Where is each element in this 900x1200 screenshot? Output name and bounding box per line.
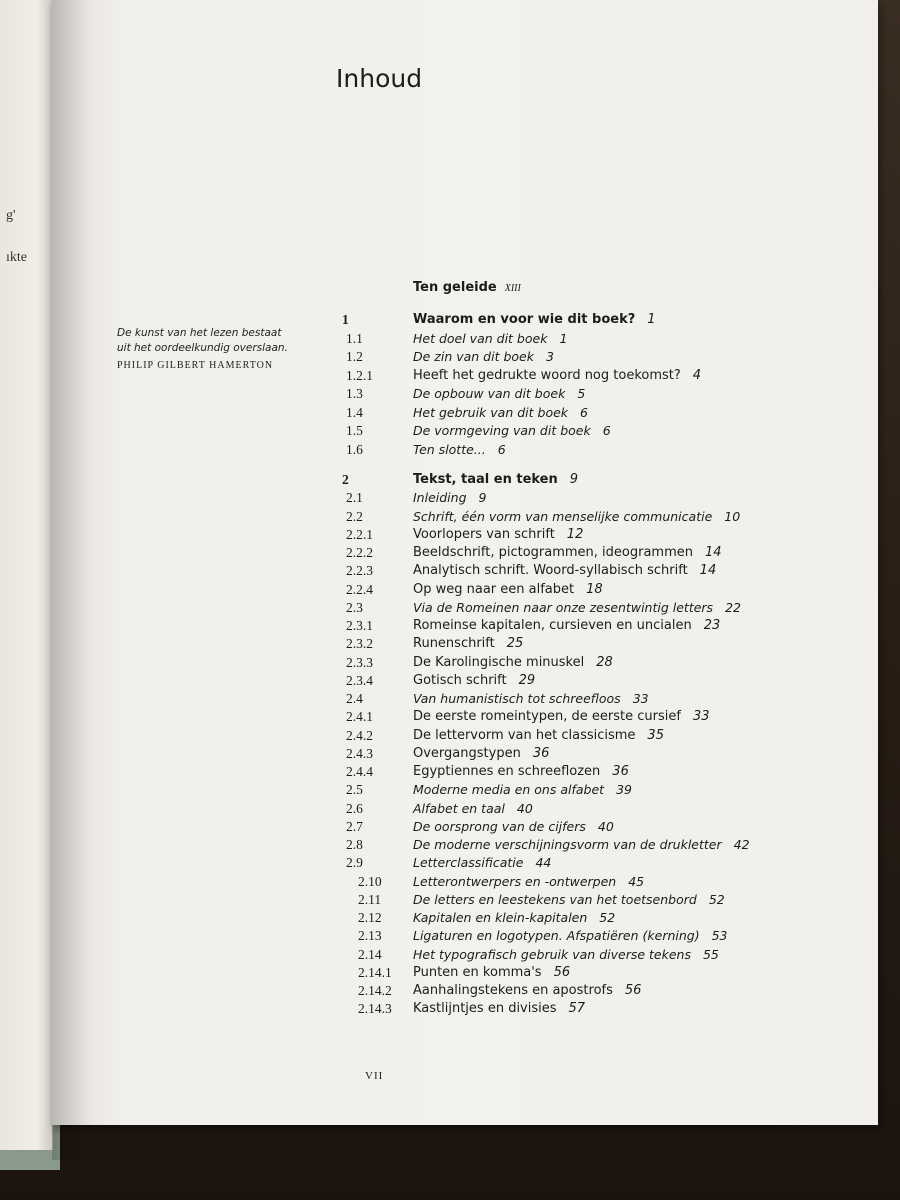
toc-entry-number: 2.4.4	[346, 764, 373, 779]
toc-entry-number: 2.7	[346, 818, 363, 834]
toc-entry-number: 2.14	[358, 946, 382, 962]
toc-entry-title	[413, 582, 603, 597]
toc-entry-title-text: Heeft het gedrukte woord nog toekomst?	[413, 367, 681, 383]
toc-entry-number: 2.6	[346, 800, 363, 816]
toc-entry-page: 45	[628, 873, 645, 889]
toc-entry-title-text: De letters en leestekens van het toetsenbord	[413, 891, 697, 907]
toc-entry-title-text: Tekst, taal en teken	[413, 472, 558, 487]
toc-entry-page: 10	[724, 508, 741, 524]
toc-entry-title	[413, 545, 722, 560]
toc-entry-page: 52	[708, 891, 725, 907]
toc-entry-number: 2.11	[358, 891, 382, 907]
toc-entry-title	[413, 349, 554, 364]
toc-entry-title-text: Moderne media en ons alfabet	[413, 782, 605, 798]
toc-entry-title-text: Op weg naar een alfabet	[413, 581, 575, 597]
page-title: Inhoud	[336, 64, 423, 93]
toc-entry-number: 2.14.1	[358, 964, 392, 980]
toc-entry-number: 2.3.2	[346, 636, 373, 652]
toc-entry-page: 39	[616, 782, 632, 798]
toc-entry-page: 33	[632, 691, 649, 706]
toc-entry-number: 2.2.4	[346, 581, 373, 597]
epigraph-author: PHILIP GILBERT HAMERTON	[117, 360, 274, 371]
toc-entry-number: 2.2.3	[346, 563, 373, 579]
toc-entry-number: 2.3.3	[346, 654, 373, 670]
toc-entry-number: 2.12	[358, 910, 382, 925]
toc-entry-title-text: Letterontwerpers en -ontwerpen	[413, 873, 617, 889]
toc-entry-title	[413, 509, 740, 524]
toc-entry-page: 22	[725, 599, 741, 615]
toc-entry-title	[413, 928, 728, 943]
toc-entry-page: 55	[702, 946, 719, 962]
toc-entry-title	[413, 442, 506, 457]
toc-entry-title-text: Beeldschrift, pictogrammen, ideogrammen	[413, 545, 694, 560]
toc-entry-title-text: Aanhalingstekens en apostrofs	[413, 983, 613, 998]
toc-entry-number: 1.1	[346, 330, 363, 346]
toc-entry-title-text: De eerste romeintypen, de eerste cursief	[413, 709, 681, 725]
toc-entry-page: 29	[518, 672, 536, 688]
toc-entry-title	[413, 312, 656, 327]
toc-entry-title	[413, 472, 578, 487]
toc-entry-title-text: Schrift, één vorm van menselijke communicatie	[413, 508, 713, 524]
epigraph-quote-line: De kunst van het lezen bestaat	[117, 327, 282, 339]
toc-entry-number: 2.3	[346, 599, 363, 615]
toc-entry-page: 9	[569, 472, 579, 487]
toc-entry-title	[413, 892, 725, 907]
toc-entry-title	[413, 331, 567, 346]
toc-entry-title-text: Analytisch schrift. Woord-syllabisch schrift	[413, 563, 688, 579]
toc-entry-title-text: Romeinse kapitalen, cursieven en uncialen	[413, 618, 692, 633]
toc-entry-title-text: Van humanistisch tot schreefloos	[413, 691, 621, 706]
toc-entry-title-text: Kapitalen en klein-kapitalen	[413, 910, 588, 925]
epigraph	[117, 326, 317, 371]
toc-entry-number: 2	[342, 472, 349, 487]
toc-entry-page: 35	[647, 727, 664, 743]
toc-entry-title	[413, 1001, 585, 1016]
toc-entry-page: 3	[545, 349, 554, 364]
toc-entry-page: XIII	[504, 283, 521, 294]
toc-entry-page: 36	[532, 745, 550, 761]
toc-entry-title	[413, 801, 533, 816]
toc-entry-title-text: De moderne verschijningsvorm van de drukletter	[413, 837, 722, 852]
toc-entry-number: 2.1	[346, 490, 363, 506]
toc-entry-number: 2.2.1	[346, 526, 373, 542]
toc-entry-title	[413, 709, 710, 724]
toc-entry-number: 2.2	[346, 508, 363, 524]
toc-entry-title	[413, 405, 588, 420]
toc-entry-number: 2.4.2	[346, 727, 373, 743]
toc-entry-page: 57	[568, 1001, 586, 1017]
toc-entry-title	[413, 874, 644, 889]
toc-entry-page: 56	[553, 964, 571, 980]
toc-entry-title-text: Inleiding	[413, 490, 467, 506]
left-page-fragment: ıkte	[6, 250, 27, 265]
toc-entry-title-text: Ten slotte...	[413, 441, 486, 457]
epigraph-quote-line: uit het oordeelkundig overslaan.	[117, 342, 288, 354]
toc-entry-page: 18	[586, 581, 603, 597]
toc-entry-title-text: Het doel van dit boek	[413, 330, 548, 346]
toc-entry-title	[413, 600, 741, 615]
toc-entry-title	[413, 673, 535, 688]
toc-entry-page: 40	[516, 800, 533, 816]
toc-entry-page: 1	[559, 330, 568, 346]
toc-entry-number: 2.4.1	[346, 709, 373, 725]
toc-entry-page: 36	[612, 764, 629, 779]
toc-entry-title	[413, 947, 719, 962]
toc-entry-number: 1.2	[346, 349, 363, 364]
toc-entry-title-text: Gotisch schrift	[413, 672, 507, 688]
toc-entry-number: 1.6	[346, 441, 363, 457]
toc-entry-page: 9	[478, 490, 487, 506]
toc-entry-title-text: Via de Romeinen naar onze zesentwintig letters	[413, 599, 714, 615]
toc-entry-title	[413, 837, 750, 852]
toc-entry-title	[413, 490, 486, 505]
toc-entry-title	[413, 368, 701, 383]
toc-entry-title-text: De Karolingische minuskel	[413, 654, 585, 670]
book-page	[52, 0, 878, 1125]
toc-entry-title	[413, 618, 720, 633]
toc-entry-title	[413, 746, 549, 761]
toc-entry-title-text: Egyptiennes en schreeflozen	[413, 764, 601, 779]
toc-entry-page: 12	[566, 526, 584, 542]
toc-entry-number: 2.5	[346, 782, 363, 798]
toc-entry-title-text: De oorsprong van de cijfers	[413, 818, 586, 834]
toc-entry-title	[413, 764, 629, 779]
toc-entry-page: 56	[624, 983, 642, 998]
toc-entry-number: 1.5	[346, 423, 363, 438]
toc-entry-page: 4	[692, 367, 702, 383]
toc-entry-title	[413, 636, 523, 651]
toc-entry-title	[413, 819, 614, 834]
toc-entry-page: 28	[596, 654, 613, 670]
toc-entry-number: 2.4.3	[346, 745, 373, 761]
toc-entry-page: 33	[692, 709, 710, 725]
left-page-edge	[0, 0, 53, 1150]
toc-entry-title	[413, 782, 632, 797]
toc-entry-number: 1	[342, 312, 349, 327]
toc-entry-title-text: Letterclassificatie	[413, 855, 524, 871]
toc-entry-title	[413, 655, 613, 670]
toc-entry-title-text: De lettervorm van het classicisme	[413, 727, 636, 743]
toc-entry-page: 6	[580, 404, 588, 420]
toc-entry-title	[413, 563, 716, 578]
toc-entry-title-text: Het gebruik van dit boek	[413, 404, 569, 420]
toc-entry-number: 1.4	[346, 404, 363, 420]
toc-entry-page: 6	[497, 441, 506, 457]
toc-entry-page: 52	[599, 910, 616, 925]
toc-entry-number: 2.9	[346, 855, 363, 871]
toc-entry-page: 5	[577, 386, 586, 401]
toc-entry-number: 1.2.1	[346, 367, 373, 383]
toc-entry-title	[413, 386, 585, 401]
toc-entry-number: 2.14.2	[358, 983, 392, 998]
toc-entry-title	[413, 965, 570, 980]
toc-entry-title-text: Ligaturen en logotypen. Afspatiëren (kerning)	[413, 928, 700, 944]
toc-entry-page: 14	[699, 563, 717, 579]
toc-entry-page: 25	[506, 636, 524, 652]
toc-entry-title: Ten geleide	[413, 280, 497, 295]
left-page-fragment: g'	[6, 208, 16, 223]
toc-entry-title-text: Punten en komma's	[413, 964, 542, 980]
toc-entry-title-text: Het typografisch gebruik van diverse tekens	[413, 946, 691, 962]
toc-entry-page: 53	[711, 928, 728, 944]
toc-entry-number: 1.3	[346, 386, 363, 401]
toc-entry-title-text: Kastlijntjes en divisies	[413, 1001, 557, 1017]
page-number: VII	[365, 1070, 384, 1082]
toc-entry-title	[413, 691, 649, 706]
spine-shadow	[52, 0, 92, 1160]
toc-entry-number: 2.3.4	[346, 672, 373, 688]
toc-entry-number: 2.10	[358, 873, 382, 889]
toc-entry-page: 6	[602, 423, 611, 438]
toc-entry-number: 2.2.2	[346, 545, 373, 560]
toc-entry-number: 2.3.1	[346, 618, 373, 633]
toc-entry-title	[413, 728, 664, 743]
toc-entry-title-text: De opbouw van dit boek	[413, 386, 566, 401]
toc-entry-title	[413, 527, 583, 542]
toc-entry-title-text: Voorlopers van schrift	[413, 526, 555, 542]
toc-entry-title-text: Overgangstypen	[413, 745, 521, 761]
toc-entry-page: 23	[703, 618, 721, 633]
toc-entry-title-text: Runenschrift	[413, 636, 495, 652]
toc-entry-number: 2.8	[346, 837, 363, 852]
toc-entry-title-text: Waarom en voor wie dit boek?	[413, 312, 636, 327]
toc-entry-number: 2.13	[358, 928, 382, 944]
toc-entry-title-text: Alfabet en taal	[413, 800, 505, 816]
toc-entry-title	[413, 855, 551, 870]
toc-entry-page: 44	[535, 855, 552, 871]
toc-entry-page: 14	[705, 545, 722, 560]
toc-entry-page: 42	[733, 837, 750, 852]
toc-entry-title	[413, 910, 615, 925]
toc-entry-number: 2.4	[346, 691, 363, 706]
toc-ten-geleide	[413, 280, 521, 295]
toc-entry-title-text: De zin van dit boek	[413, 349, 534, 364]
toc-entry-page: 1	[647, 312, 656, 327]
toc-entry-page: 40	[597, 818, 614, 834]
toc-entry-title	[413, 983, 641, 998]
toc-entry-title	[413, 423, 611, 438]
toc-entry-title-text: De vormgeving van dit boek	[413, 423, 591, 438]
toc-entry-number: 2.14.3	[358, 1001, 392, 1017]
